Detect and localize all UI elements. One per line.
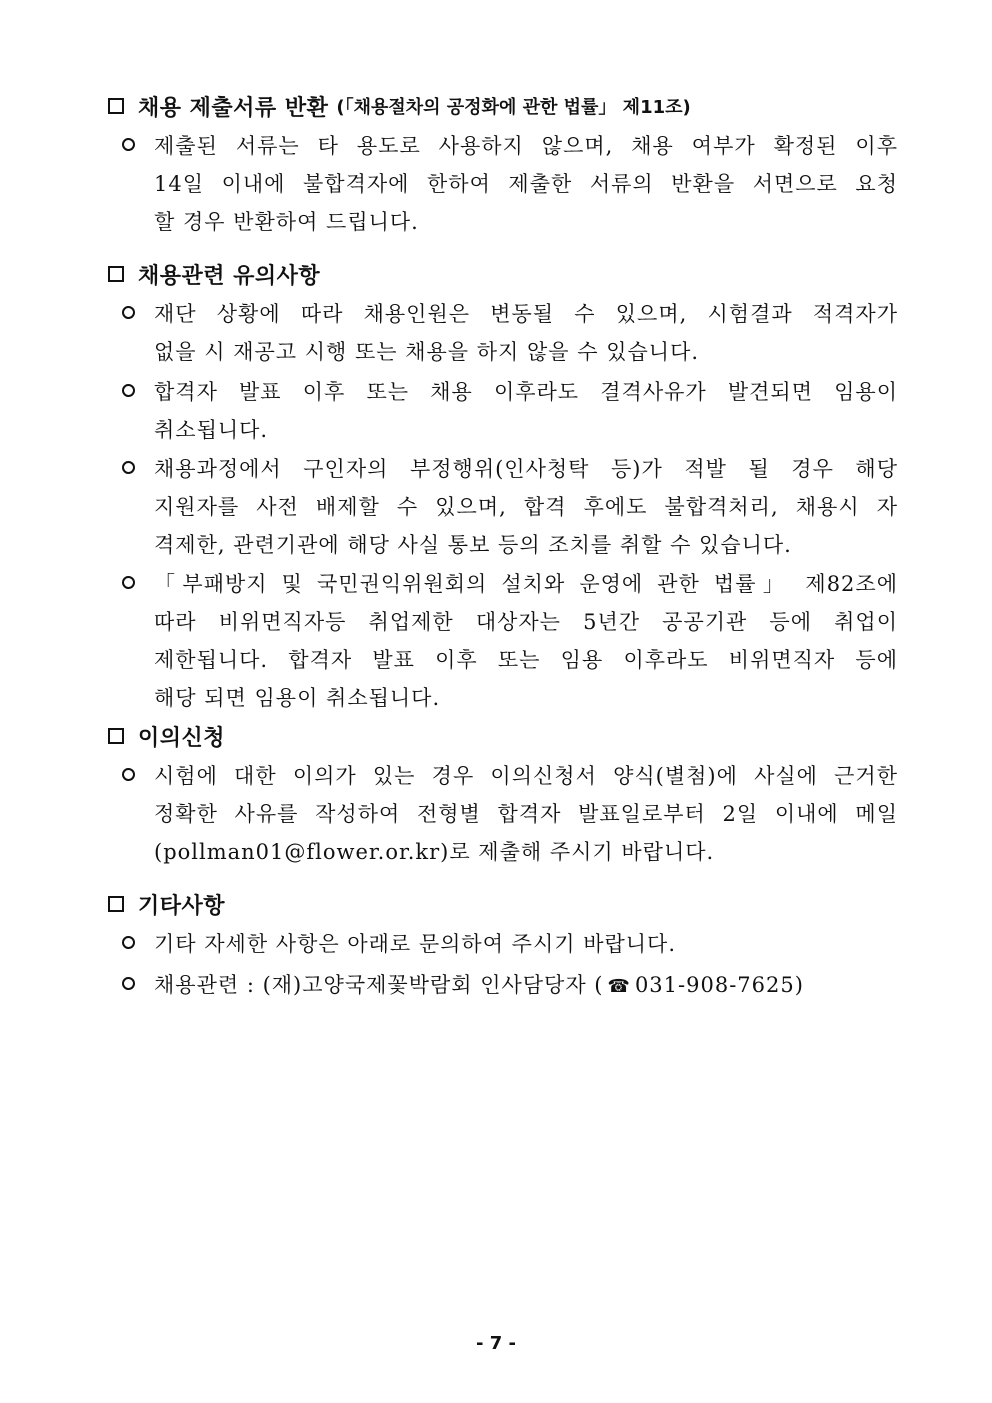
contact-line <box>154 966 898 1006</box>
section-title: 채용 제출서류 반환 <box>138 95 329 121</box>
section-heading-document-return <box>108 90 691 122</box>
list-item-text <box>154 127 898 241</box>
telephone-icon: ☎ <box>607 976 631 997</box>
circle-bullet-icon <box>122 936 135 949</box>
text-line: 14일 이내에 불합격자에 한하여 제출한 서류의 반환을 서면으로 요청 <box>154 172 898 196</box>
list-item-text <box>154 373 898 449</box>
list-item-text <box>154 295 898 371</box>
circle-bullet-icon <box>122 384 135 397</box>
list-item-text <box>154 757 898 871</box>
circle-bullet-icon <box>122 977 135 990</box>
text-line: 시험에 대한 이의가 있는 경우 이의신청서 양식(별첨)에 사실에 근거한 <box>154 764 898 788</box>
text-line: 따라 비위면직자등 취업제한 대상자는 5년간 공공기관 등에 취업이 <box>154 610 898 634</box>
text-line: 제한됩니다. 합격자 발표 이후 또는 임용 이후라도 비위면직자 등에 <box>154 648 898 672</box>
list-item-text <box>154 565 898 717</box>
text-line: 할 경우 반환하여 드립니다. <box>154 210 419 234</box>
checkbox-square-icon <box>108 266 124 282</box>
section-subtitle: (「채용절차의 공정화에 관한 법률」 제11조) <box>336 97 691 118</box>
section-heading-appeal <box>108 720 225 752</box>
section-heading-recruitment-notes <box>108 258 320 290</box>
checkbox-square-icon <box>108 98 124 114</box>
text-line: 해당 되면 임용이 취소됩니다. <box>154 686 441 710</box>
section-heading-other <box>108 888 225 920</box>
text-line: 정확한 사유를 작성하여 전형별 합격자 발표일로부터 2일 이내에 메일 <box>154 802 898 826</box>
checkbox-square-icon <box>108 728 124 744</box>
text-line: 채용과정에서 구인자의 부정행위(인사청탁 등)가 적발 될 경우 해당 <box>154 457 898 481</box>
text-line: 없을 시 재공고 시행 또는 채용을 하지 않을 수 있습니다. <box>154 340 700 364</box>
list-item-text <box>154 925 898 963</box>
list-item-text <box>154 966 898 1006</box>
section-title: 채용관련 유의사항 <box>138 263 321 289</box>
contact-phone[interactable]: 031-908-7625) <box>634 973 804 997</box>
section-title: 기타사항 <box>138 893 226 919</box>
text-line: 기타 자세한 사항은 아래로 문의하여 주시기 바랍니다. <box>154 932 677 956</box>
text-line: 제출된 서류는 타 용도로 사용하지 않으며, 채용 여부가 확정된 이후 <box>154 134 898 158</box>
checkbox-square-icon <box>108 896 124 912</box>
text-line: 재단 상황에 따라 채용인원은 변동될 수 있으며, 시험결과 적격자가 <box>154 302 898 326</box>
circle-bullet-icon <box>122 138 135 151</box>
circle-bullet-icon <box>122 576 135 589</box>
contact-label: 채용관련 : (재)고양국제꽃박람회 인사담당자 ( <box>154 973 604 997</box>
text-line: 취소됩니다. <box>154 418 269 442</box>
list-item-text <box>154 450 898 564</box>
text-line: 합격자 발표 이후 또는 채용 이후라도 결격사유가 발견되면 임용이 <box>154 380 898 404</box>
text-line: (pollman01@flower.or.kr)로 제출해 주시기 바랍니다. <box>154 840 715 864</box>
circle-bullet-icon <box>122 768 135 781</box>
circle-bullet-icon <box>122 306 135 319</box>
circle-bullet-icon <box>122 461 135 474</box>
text-line: 지원자를 사전 배제할 수 있으며, 합격 후에도 불합격처리, 채용시 자 <box>154 495 898 519</box>
text-line: 「부패방지 및 국민권익위원회의 설치와 운영에 관한 법률」 제82조에 <box>154 572 898 596</box>
section-title: 이의신청 <box>138 725 226 751</box>
text-line: 격제한, 관련기관에 해당 사실 통보 등의 조치를 취할 수 있습니다. <box>154 533 792 557</box>
page-number: - 7 - <box>476 1333 516 1354</box>
